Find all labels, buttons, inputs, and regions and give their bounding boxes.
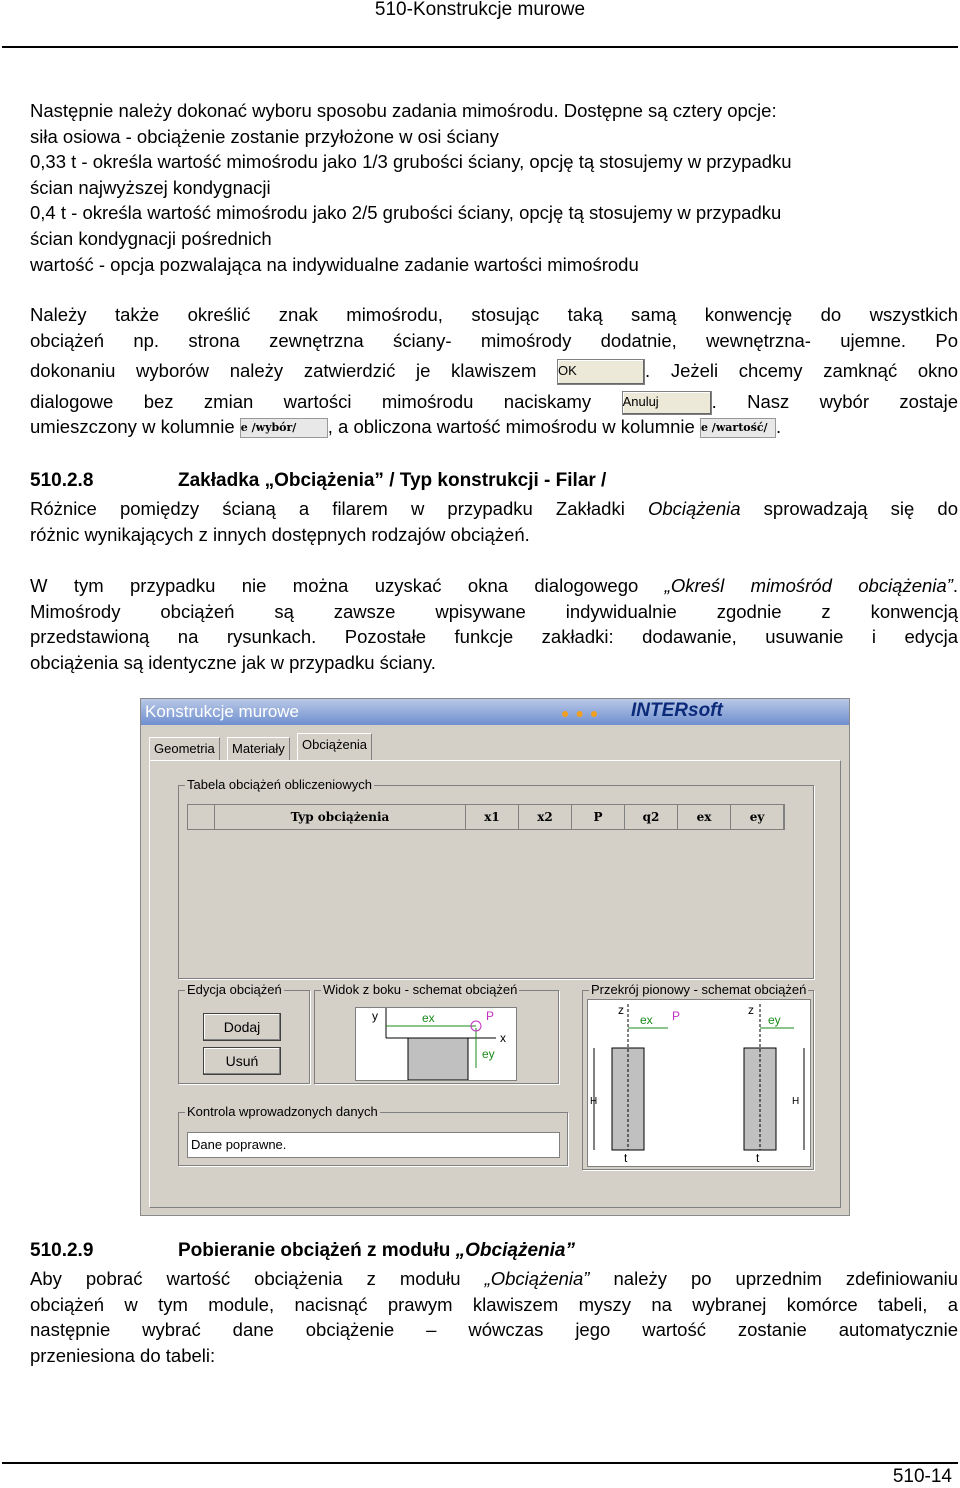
table-header <box>187 804 785 830</box>
column-header[interactable]: x1 <box>466 805 519 829</box>
vertical-section-diagram <box>587 999 811 1167</box>
section-paragraph <box>30 496 958 547</box>
text-line: przedstawioną na rysunkach. Pozostałe funkcje zakładki: dodawanie, usuwanie i edycja <box>30 626 958 648</box>
vertical-section-svg <box>588 1000 810 1166</box>
add-button[interactable]: Dodaj <box>203 1013 281 1041</box>
label-ex: ex <box>640 1013 653 1027</box>
label-p: P <box>486 1009 495 1023</box>
column-header[interactable]: Typ obciążenia <box>215 805 466 829</box>
page-number: 510-14 <box>892 1466 952 1487</box>
text-fragment: sprowadzają się do <box>763 498 959 519</box>
text-line: siła osiowa - obciążenie zostanie przyłożone w osi ściany <box>30 125 499 147</box>
wall-section <box>408 1038 468 1080</box>
label-ey: ey <box>482 1047 495 1061</box>
app-window-screenshot <box>140 698 850 1216</box>
text-line: 0,33 t - określa wartość mimośrodu jako 1/3 grubości ściany, opcję tą stosujemy w przypadku <box>30 151 792 173</box>
axis-label-z: z <box>618 1003 624 1017</box>
text-line: 0,4 t - określa wartość mimośrodu jako 2/5 grubości ściany, opcję tą stosujemy w przypadku <box>30 202 782 224</box>
row-selector-header <box>188 805 215 829</box>
text-fragment: Aby pobrać wartość obciążenia z modułu <box>30 1268 461 1289</box>
text-fragment: należy po uprzednim zdefiniowaniu <box>613 1268 959 1289</box>
text-line: następnie wybrać dane obciążenie – wówczas jego wartość zostanie automatycznie <box>30 1319 958 1341</box>
anuluj-button-image: Anuluj <box>622 391 712 415</box>
group-caption: Kontrola wprowadzonych danych <box>187 1104 378 1119</box>
axis-label-z: z <box>748 1003 754 1017</box>
header-rule <box>2 46 958 48</box>
text-fragment: dokonaniu wyborów należy zatwierdzić je klawiszem <box>30 360 537 381</box>
sign-convention-paragraph <box>30 302 958 440</box>
tab-geometria[interactable]: Geometria <box>149 737 220 760</box>
ok-button-image: OK <box>557 359 645 385</box>
text-line: ścian kondygnacji pośrednich <box>30 227 272 249</box>
side-view-svg <box>356 1008 516 1080</box>
text-line: Następnie należy dokonać wyboru sposobu zadania mimośrodu. Dostępne są cztery opcje: <box>30 100 777 121</box>
text-fragment: . Jeżeli chcemy zamknąć okno <box>645 360 959 381</box>
column-header[interactable]: ex <box>678 805 731 829</box>
label-h: H <box>792 1096 800 1107</box>
label-h: H <box>590 1096 598 1107</box>
footer-rule <box>2 1462 958 1464</box>
tab-panel <box>149 760 841 1208</box>
remove-button[interactable]: Usuń <box>203 1047 281 1075</box>
text-line <box>30 496 958 522</box>
section-title: Zakładka „Obciążenia” / Typ konstrukcji - Filar / <box>178 470 607 491</box>
column-wartosc-image: e /wartość/ <box>700 418 776 438</box>
section-paragraph <box>30 573 958 675</box>
column-wybor-image: e /wybór/ <box>240 418 328 438</box>
side-view-group <box>314 982 559 1084</box>
text-fragment: Pobieranie obciążeń z modułu <box>178 1240 451 1261</box>
group-caption: Tabela obciążeń obliczeniowych <box>187 777 373 792</box>
text-line: obciążenia są identyczne jak w przypadku ściany. <box>30 651 436 673</box>
text-line: Należy także określić znak mimośrodu, stosując taką samą konwencję do wszystkich <box>30 304 958 325</box>
text-fragment: , a obliczona wartość mimośrodu w kolumnie <box>327 416 695 437</box>
window-title: Konstrukcje murowe <box>145 702 300 721</box>
column-header[interactable]: x2 <box>519 805 572 829</box>
status-field: Dane poprawne. <box>187 1132 560 1158</box>
edit-loads-group <box>178 982 310 1084</box>
text-line: przeniesiona do tabeli: <box>30 1344 216 1366</box>
label-ex: ex <box>422 1011 435 1025</box>
window-titlebar <box>141 699 849 725</box>
vertical-section-group <box>582 982 814 1170</box>
group-caption: Widok z boku - schemat obciążeń <box>323 982 518 997</box>
text-line: ścian najwyższej kondygnacji <box>30 176 271 198</box>
column-header[interactable]: q2 <box>625 805 678 829</box>
group-caption: Edycja obciążeń <box>187 982 282 997</box>
emphasis: Obciążenia <box>647 498 741 519</box>
text-fragment: Różnice pomiędzy ścianą a filarem w przypadku Zakładki <box>30 498 625 519</box>
label-ey: ey <box>768 1013 781 1027</box>
side-view-diagram <box>355 1007 517 1081</box>
data-check-group <box>178 1104 568 1166</box>
tab-obciazenia[interactable]: Obciążenia <box>297 733 372 761</box>
axis-label-y: y <box>372 1009 378 1023</box>
label-p: P <box>672 1009 681 1023</box>
page-header: 510-Konstrukcje murowe <box>374 0 586 20</box>
text-line <box>30 414 958 440</box>
text-line: obciążeń w tym module, nacisnąć prawym klawiszem myszy na wybranej komórce tabeli, a <box>30 1293 958 1315</box>
text-line: obciążeń np. strona zewnętrzna ściany- mimośrody dodatnie, wewnętrzna- ujemne. Po <box>30 330 958 351</box>
label-t: t <box>624 1151 628 1165</box>
text-fragment: . <box>952 575 958 596</box>
tab-materialy[interactable]: Materiały <box>227 737 290 760</box>
emphasis: „Określ mimośród obciążenia” <box>664 575 953 596</box>
group-caption: Przekrój pionowy - schemat obciążeń <box>591 982 807 997</box>
section-paragraph <box>30 1266 958 1368</box>
text-fragment: . <box>775 416 782 437</box>
text-line <box>30 354 958 386</box>
label-t: t <box>756 1151 760 1165</box>
text-fragment: dialogowe bez zmian wartości mimośrodu naciskamy <box>30 391 592 412</box>
text-line <box>30 386 958 414</box>
column-header[interactable]: P <box>572 805 625 829</box>
loads-table-group <box>178 777 814 979</box>
emphasis: „Obciążenia” <box>484 1268 590 1289</box>
emphasis: „Obciążenia” <box>455 1240 575 1261</box>
text-line: różnic wynikających z innych dostępnych rodzajów obciążeń. <box>30 523 530 545</box>
column-header[interactable]: ey <box>731 805 784 829</box>
text-fragment: W tym przypadku nie można uzyskać okna dialogowego <box>30 575 639 596</box>
text-line: Mimośrody obciążeń są zawsze wpisywane indywidualnie zgodnie z konwencją <box>30 600 958 622</box>
dots-decoration: ●●● <box>561 705 605 721</box>
section-number: 510.2.9 <box>30 1240 94 1261</box>
section-number: 510.2.8 <box>30 470 94 491</box>
options-description <box>30 98 958 277</box>
section-title <box>178 1240 575 1262</box>
brand-logo: INTERsoft <box>631 700 723 721</box>
text-fragment: umieszczony w kolumnie <box>30 416 235 437</box>
axis-label-x: x <box>500 1031 506 1045</box>
text-line: wartość - opcja pozwalająca na indywidualne zadanie wartości mimośrodu <box>30 253 639 275</box>
text-line <box>30 573 958 599</box>
text-fragment: . Nasz wybór zostaje <box>711 391 958 412</box>
text-line <box>30 1266 958 1292</box>
